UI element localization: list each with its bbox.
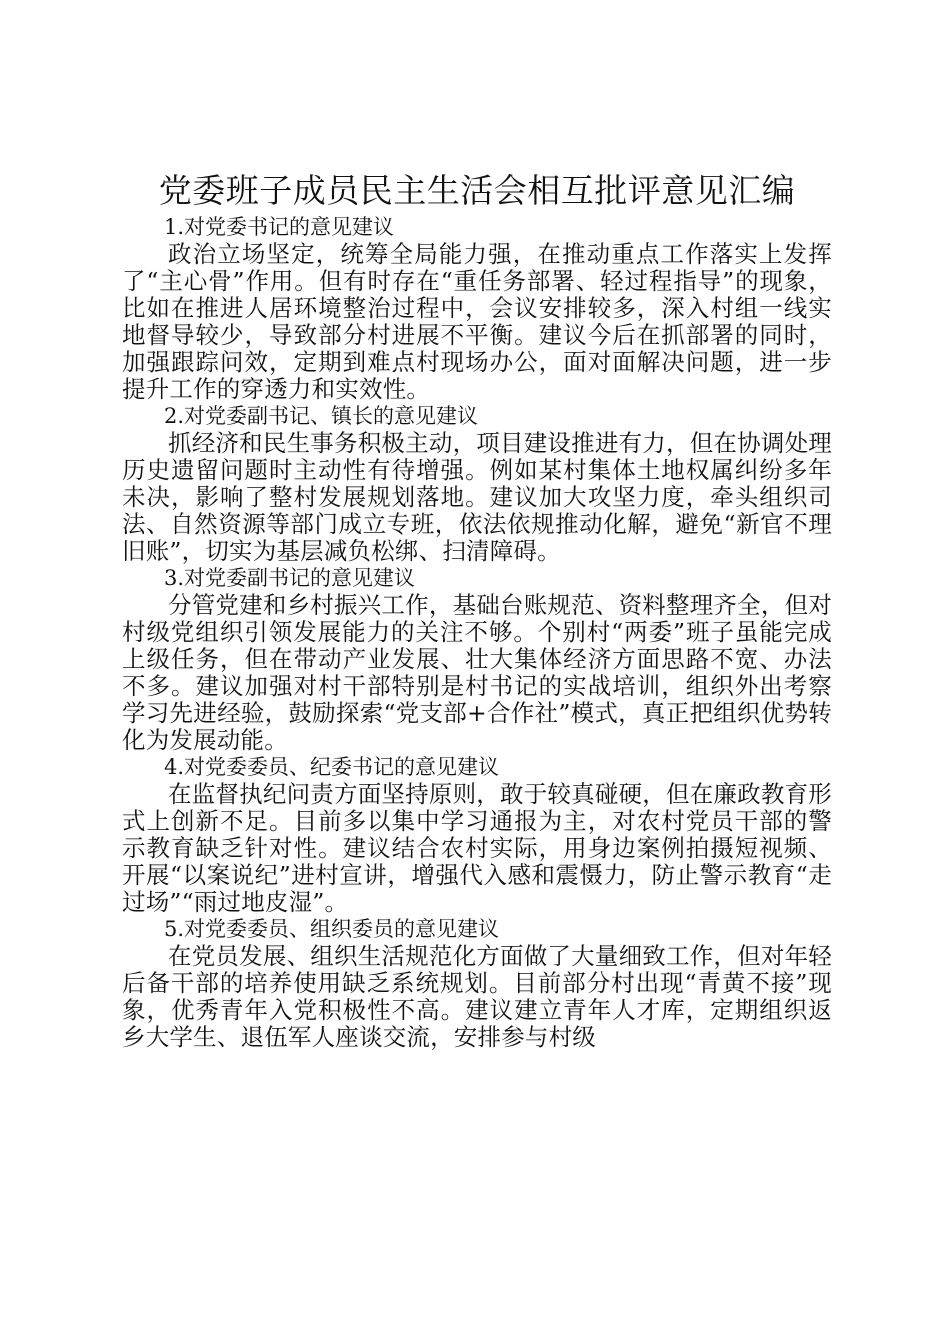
section-heading: 5.对党委委员、组织委员的意见建议	[164, 917, 500, 941]
section-4	[122, 754, 832, 916]
section-body: 政治立场坚定，统筹全局能力强，在推动重点工作落实上发挥了“主心骨”作用。但有时存在“重任务部署、轻过程指导”的现象，比如在推进人居环境整治过程中，会议安排较多，深入村组一线实地督导较少，导致部分村进展不平衡。建议今后在抓部署的同时，加强跟踪问效，定期到难点村现场办公，面对面解决问题，进一步提升工作的穿透力和实效性。	[122, 240, 832, 403]
section-heading: 3.对党委副书记的意见建议	[164, 566, 416, 590]
section-1	[122, 214, 832, 403]
section-5	[122, 916, 832, 1051]
section-body: 在监督执纪问责方面坚持原则，敢于较真碰硬，但在廉政教育形式上创新不足。目前多以集中学习通报为主，对农村党员干部的警示教育缺乏针对性。建议结合农村实际，用身边案例拍摄短视频、开展“以案说纪”进村宣讲，增强代入感和震慑力，防止警示教育“走过场”“雨过地皮湿”。	[122, 780, 832, 916]
section-3	[122, 565, 832, 754]
section-body: 抓经济和民生事务积极主动，项目建设推进有力，但在协调处理历史遗留问题时主动性有待增强。例如某村集体土地权属纠纷多年未决，影响了整村发展规划落地。建议加大攻坚力度，牵头组织司法、自然资源等部门成立专班，依法依规推动化解，避免“新官不理旧账”，切实为基层减负松绑、扫清障碍。	[122, 429, 832, 565]
section-body: 分管党建和乡村振兴工作，基础台账规范、资料整理齐全，但对村级党组织引领发展能力的关注不够。个别村“两委”班子虽能完成上级任务，但在带动产业发展、壮大集体经济方面思路不宽、办法不多。建议加强对村干部特别是村书记的实战培训，组织外出考察学习先进经验，鼓励探索“党支部+合作社”模式，真正把组织优势转化为发展动能。	[122, 591, 832, 754]
section-heading: 1.对党委书记的意见建议	[164, 215, 395, 239]
section-heading: 4.对党委委员、纪委书记的意见建议	[164, 755, 500, 779]
document-title: 党委班子成员民主生活会相互批评意见汇编	[158, 171, 796, 210]
section-heading: 2.对党委副书记、镇长的意见建议	[164, 404, 479, 428]
document-page	[122, 168, 832, 1051]
section-2	[122, 403, 832, 565]
section-body: 在党员发展、组织生活规范化方面做了大量细致工作，但对年轻后备干部的培养使用缺乏系统规划。目前部分村出现“青黄不接”现象，优秀青年入党积极性不高。建议建立青年人才库，定期组织返乡大学生、退伍军人座谈交流，安排参与村级	[122, 942, 832, 1051]
